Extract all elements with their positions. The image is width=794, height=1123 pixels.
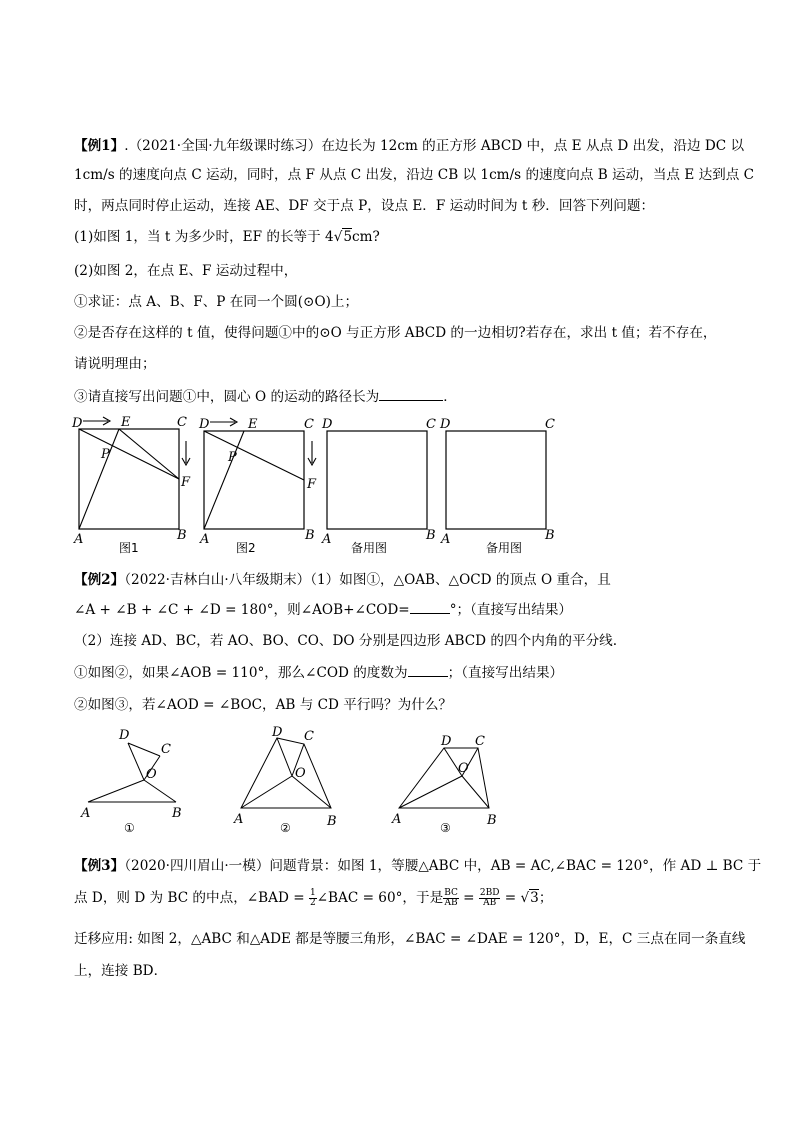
ex2-line-1 <box>74 571 611 589</box>
label-f: F <box>181 475 191 490</box>
fraction-denominator: 2 <box>309 898 316 908</box>
label-c: C <box>177 415 187 430</box>
fraction-denominator: AB <box>483 898 497 908</box>
ex3-line-2-root: = √ <box>500 890 530 906</box>
label-d: D <box>199 417 210 432</box>
ex3-line-3: 迁移应用: 如图 2，△ABC 和△ADE 都是等腰三角形，∠BAC = ∠DAE = 120°，D，E，C 三点在同一条直线 <box>74 931 746 947</box>
ex1-line-2: 1cm/s 的速度向点 C 运动，同时，点 F 从点 C 出发，沿边 CB 以 1cm/s 的速度向点 B 运动，当点 E 达到点 C <box>74 167 755 183</box>
figure-circle-3 <box>399 748 489 808</box>
segment-ae <box>204 431 244 529</box>
ex2-line-2 <box>74 601 572 619</box>
ex3-line-4: 上，连接 BD． <box>74 963 168 979</box>
ex2-line-2-text: ∠A + ∠B + ∠C + ∠D = 180°，则∠AOB+∠COD= <box>74 602 410 618</box>
square-abcd <box>79 429 179 529</box>
ex2-line-4-end: ；（直接写出结果） <box>447 665 564 681</box>
label-o: O <box>295 766 306 781</box>
ex1-q2-2b: 请说明理由； <box>74 356 156 372</box>
answer-blank <box>408 676 448 677</box>
ex1-q2-3-text: ③请直接写出问题①中，圆心 O 的运动的路径长为 <box>74 389 380 405</box>
ex1-q1-unit: cm? <box>352 229 380 245</box>
fraction-half <box>309 889 317 908</box>
ex2-line-1-text: （2022·吉林白山·八年级期末）（1）如图①，△OAB、△OCD 的顶点 O 重合，且 <box>124 572 611 588</box>
ex1-figures <box>70 412 570 558</box>
label-a: A <box>441 532 451 547</box>
figure-circle-2 <box>241 738 331 808</box>
label-p: P <box>101 447 110 462</box>
segment-bo <box>462 776 489 808</box>
ex2-line-2-end: °；（直接写出结果） <box>449 602 573 618</box>
ex2-line-3: （2）连接 AD、BC，若 AO、BO、CO、DO 分别是四边形 ABCD 的四个内角的平分线. <box>74 633 618 649</box>
ex3-line-2 <box>74 889 552 908</box>
label-d: D <box>119 728 130 743</box>
label-b: B <box>545 528 555 543</box>
fraction-2bd-ab <box>479 889 501 908</box>
answer-blank <box>410 613 450 614</box>
segment-ao <box>241 776 292 808</box>
ex1-q2-2a: ②是否存在这样的 t 值，使得问题①中的⊙O 与正方形 ABCD 的一边相切?若存在，求出 t 值；若不存在， <box>74 325 717 341</box>
square-abcd <box>327 431 427 529</box>
ex3-heading: 【例3】 <box>74 858 125 874</box>
segment-do <box>277 738 292 776</box>
segment-ao <box>88 780 144 802</box>
square-abcd <box>204 431 304 529</box>
radicand: 3 <box>530 890 539 906</box>
label-c: C <box>426 417 436 432</box>
segment-df <box>204 431 304 480</box>
label-c: C <box>475 734 485 749</box>
square-abcd <box>446 431 546 529</box>
segment-ao <box>399 776 462 808</box>
label-d: D <box>440 417 451 432</box>
spare-figure-1 <box>321 417 436 555</box>
label-b: B <box>177 528 187 543</box>
label-e: E <box>248 417 258 432</box>
ex3-line-1-text: （2020·四川眉山·一模）问题背景：如图 1，等腰△ABC 中，AB = AC,∠BAC = 120°，作 AD ⊥ BC 于 <box>124 858 762 874</box>
ex1-q1-radicand: 5 <box>343 229 353 245</box>
label-a: A <box>322 532 332 547</box>
label-c: C <box>304 729 314 744</box>
ex3-line-2-end: ； <box>538 890 553 906</box>
ex1-q2-3 <box>74 388 457 406</box>
label-f: F <box>307 477 317 492</box>
label-d: D <box>72 416 83 431</box>
label-d: D <box>441 734 452 749</box>
label-a: A <box>81 806 91 821</box>
ex1-line-1-text: .（2021·全国·九年级课时练习）在边长为 12cm 的正方形 ABCD 中，点 E 从点 D 出发，沿边 DC 以 <box>124 138 745 154</box>
caption-1: ① <box>124 821 135 835</box>
label-p: P <box>228 450 237 465</box>
ex2-heading: 【例2】 <box>74 572 125 588</box>
ex1-q2: (2)如图 2，在点 E、F 运动过程中， <box>74 263 298 279</box>
label-o: O <box>458 761 469 776</box>
ex3-line-2-mid: ∠BAC = 60°，于是 <box>316 890 444 906</box>
label-a: A <box>74 532 84 547</box>
ex1-q1-text: (1)如图 1，当 t 为多少时，EF 的长等于 4 <box>74 229 334 245</box>
caption-3: ③ <box>440 821 451 835</box>
caption-spare-2: 备用图 <box>486 541 523 555</box>
segment-bo <box>144 780 176 802</box>
ex2-line-4-text: ①如图②，如果∠AOB = 110°，那么∠COD 的度数为 <box>74 665 408 681</box>
label-o: O <box>146 767 157 782</box>
label-a: A <box>200 532 210 547</box>
spare-figure-2 <box>439 417 555 555</box>
ex2-line-4 <box>74 664 563 682</box>
label-d: D <box>322 417 333 432</box>
ex2-line-5: ②如图③，若∠AOD = ∠BOC，AB 与 CD 平行吗？为什么？ <box>74 697 453 713</box>
ex3-line-1 <box>74 857 761 875</box>
label-b: B <box>426 528 436 543</box>
caption-fig1: 图1 <box>119 541 139 555</box>
label-b: B <box>305 528 315 543</box>
label-b: B <box>487 813 497 828</box>
ex2-figures <box>74 726 514 838</box>
label-e: E <box>121 415 131 430</box>
ex1-q2-1: ①求证：点 A、B、F、P 在同一个圆(⊙O)上； <box>74 294 359 310</box>
segment-df <box>79 429 179 479</box>
label-a: A <box>392 812 402 827</box>
label-b: B <box>327 814 337 829</box>
label-c: C <box>304 417 314 432</box>
answer-blank <box>379 400 443 401</box>
figure-2 <box>198 417 317 555</box>
caption-2: ② <box>280 821 291 835</box>
caption-fig2: 图2 <box>236 541 256 555</box>
figure-1 <box>71 415 191 555</box>
ex1-line-1 <box>74 137 744 155</box>
ex1-line-3: 时，两点同时停止运动，连接 AE、DF 交于点 P，设点 E．F 运动时间为 t 秒．回答下列问题： <box>74 198 655 214</box>
ex3-line-2-text: 点 D，则 D 为 BC 的中点，∠BAD = <box>74 890 309 906</box>
label-d: D <box>272 726 283 740</box>
label-b: B <box>172 806 182 821</box>
label-c: C <box>545 417 555 432</box>
fraction-numerator: BC <box>444 888 458 898</box>
fraction-bc-ab <box>443 889 459 908</box>
quadrilateral-abcd <box>399 748 489 808</box>
ex1-q2-3-end: ． <box>443 389 457 405</box>
fraction-numerator: 2BD <box>479 888 500 898</box>
ex1-heading: 【例1】 <box>74 138 125 154</box>
caption-spare-1: 备用图 <box>351 541 388 555</box>
equals-sign: = <box>458 890 479 906</box>
segment-ae <box>79 429 119 529</box>
fraction-denominator: AB <box>444 898 458 908</box>
label-c: C <box>161 742 171 757</box>
label-a: A <box>234 812 244 827</box>
fraction-numerator: 1 <box>309 888 316 898</box>
ex1-q1: (1)如图 1，当 t 为多少时，EF 的长等于 4√5cm? <box>74 229 380 245</box>
